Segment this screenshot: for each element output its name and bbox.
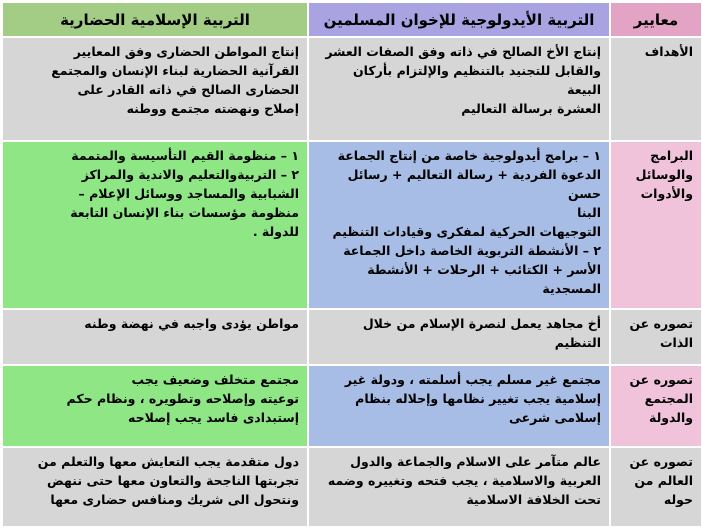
criterion-line: تصوره عن bbox=[629, 454, 693, 469]
text-line: إصلاح ونهضته مجتمع ووطنه bbox=[126, 101, 299, 116]
header-ikhwan: التربية الأيدولوجية للإخوان المسلمين bbox=[308, 2, 610, 37]
text-line: القرآنية الحضارية لبناء الإنسان والمجتمع bbox=[51, 63, 299, 78]
ikhwan-self bbox=[308, 309, 610, 365]
criterion-line: الأهداف bbox=[644, 44, 693, 59]
text-line: مجتمع غير مسلم يجب أسلمته ، ودولة غير bbox=[344, 372, 601, 387]
text-line: العشرة برسالة التعاليم bbox=[461, 101, 601, 116]
ikhwan-world bbox=[308, 447, 610, 527]
header-hadhari: التربية الإسلامية الحضارية bbox=[2, 2, 308, 37]
text-line: إستبدادى فاسد يجب إصلاحه bbox=[128, 410, 299, 425]
text-line: ونتحول الى شريك ومنافس حضارى معها bbox=[50, 492, 299, 507]
criterion-line: حوله bbox=[663, 492, 693, 507]
criterion-line: تصوره عن bbox=[629, 372, 693, 387]
text-line: التوجيهات الحركية لمفكرى وقيادات التنظيم bbox=[332, 224, 601, 239]
text-line: أخ مجاهد يعمل لنصرة الإسلام من خلال التنظيم bbox=[362, 316, 601, 350]
text-line: ٢ – التربيةوالتعليم والاندية والمراكز bbox=[81, 167, 299, 182]
text-line: البنا bbox=[577, 205, 601, 220]
text-line: إسلامية يجب تغيير نظامها وإحلاله بنظام bbox=[355, 391, 601, 406]
text-line: الدعوة الفردية + رسالة التعاليم + رسائل حسن bbox=[347, 167, 601, 201]
criterion-line: العالم من bbox=[634, 473, 693, 488]
text-line: ٢ – الأنشطة التربوية الخاصة داخل الجماعة bbox=[343, 243, 601, 258]
text-line: منظومة مؤسسات بناء الإنسان التابعة bbox=[70, 205, 299, 220]
text-line: ١ – منظومة القيم التأسيسة والمتممة bbox=[71, 148, 299, 163]
header-criteria: معايير bbox=[610, 2, 702, 37]
text-line: المسجدية bbox=[542, 281, 601, 296]
text-line: الأسر + الكتائب + الرحلات + الأنشطة bbox=[367, 262, 601, 277]
comparison-table bbox=[1, 1, 702, 528]
text-line: دول متقدمة يجب التعايش معها والتعلم من bbox=[37, 454, 299, 469]
row-self bbox=[2, 309, 702, 365]
criterion-programs bbox=[610, 141, 702, 309]
hadhari-programs bbox=[2, 141, 308, 309]
row-goals bbox=[2, 37, 702, 141]
criterion-world bbox=[610, 447, 702, 527]
text-line: مجتمع متخلف وضعيف يجب bbox=[131, 372, 299, 387]
text-line: تجربتها الناجحة والتعاون معها حتى ننهض bbox=[47, 473, 299, 488]
text-line: ١ – برامج أيدولوجية خاصة من إنتاج الجماعة bbox=[337, 148, 601, 163]
criterion-line: البرامج bbox=[650, 148, 693, 163]
text-line: تحت الخلافة الاسلامية bbox=[466, 492, 601, 507]
text-line: الحضارى الصالح في ذاته القادر على bbox=[77, 82, 299, 97]
text-line: للدولة . bbox=[252, 224, 299, 239]
text-line: توعيته وإصلاحه وتطويره ، ونظام حكم bbox=[66, 391, 299, 406]
text-line: إسلامى شرعى bbox=[508, 410, 601, 425]
criterion-line: المجتمع bbox=[644, 391, 693, 406]
criterion-line: تصوره عن bbox=[629, 316, 693, 331]
text-line: إنتاج المواطن الحضارى وفق المعايير bbox=[73, 44, 299, 59]
ikhwan-society bbox=[308, 365, 610, 447]
hadhari-world bbox=[2, 447, 308, 527]
row-society bbox=[2, 365, 702, 447]
header-row bbox=[2, 2, 702, 37]
text-line: الشبابية والمساجد ووسائل الإعلام – bbox=[78, 186, 299, 201]
text-line: والقابل للتجنيد بالتنظيم والإلتزام بأركان البيعة bbox=[353, 63, 601, 97]
hadhari-society bbox=[2, 365, 308, 447]
criterion-line: والدولة bbox=[648, 410, 693, 425]
criterion-society bbox=[610, 365, 702, 447]
ikhwan-programs bbox=[308, 141, 610, 309]
hadhari-goals bbox=[2, 37, 308, 141]
text-line: عالم متآمر على الاسلام والجماعة والدول bbox=[350, 454, 601, 469]
criterion-line: الذات bbox=[659, 335, 693, 350]
text-line: مواطن يؤدى واجبه في نهضة وطنه bbox=[84, 316, 299, 331]
row-programs bbox=[2, 141, 702, 309]
ikhwan-goals bbox=[308, 37, 610, 141]
criterion-goals bbox=[610, 37, 702, 141]
text-line: إنتاج الأخ الصالح في ذاته وفق الصفات العشر bbox=[325, 44, 601, 59]
hadhari-self bbox=[2, 309, 308, 365]
criterion-self bbox=[610, 309, 702, 365]
text-line: العربية والاسلامية ، يجب فتحه وتغييره وضمه bbox=[327, 473, 601, 488]
criterion-line: والوسائل bbox=[635, 167, 693, 182]
row-world bbox=[2, 447, 702, 527]
criterion-line: والأدوات bbox=[640, 186, 693, 201]
